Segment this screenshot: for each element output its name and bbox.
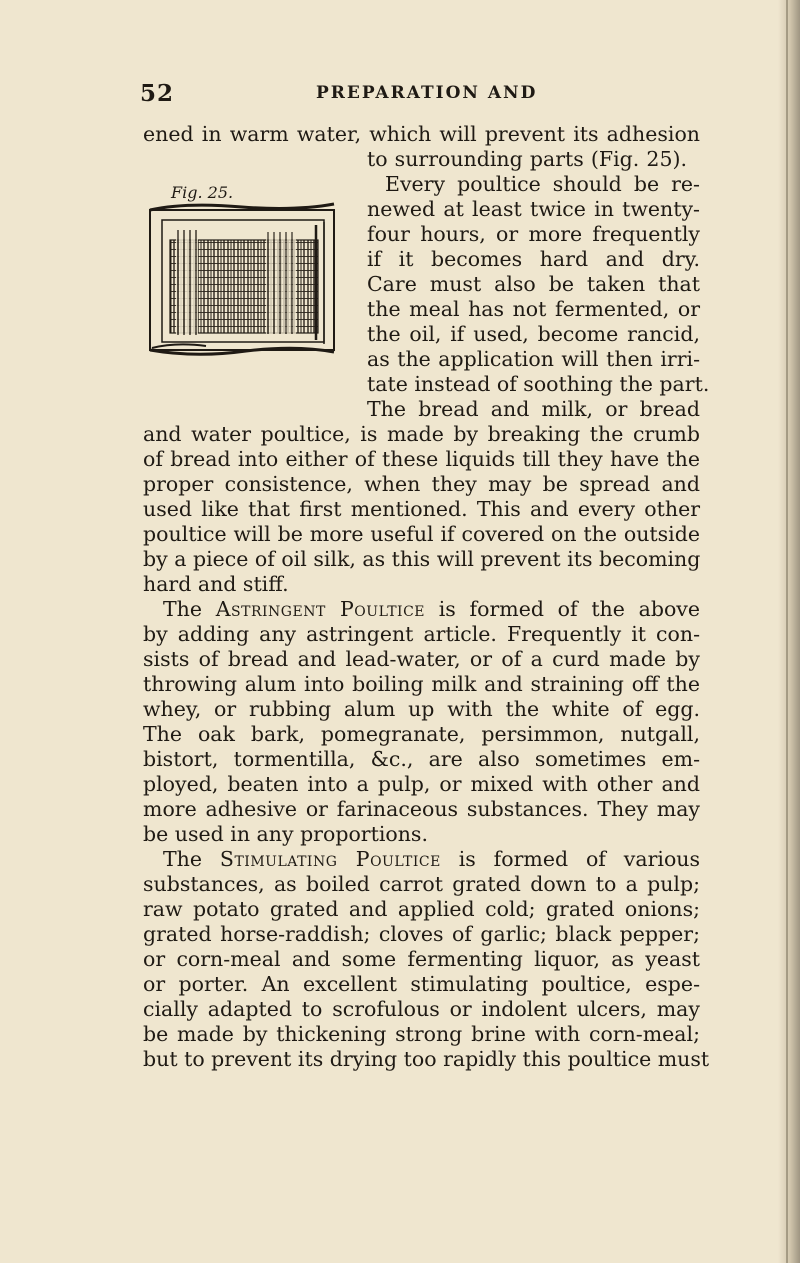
text-line: The bread and milk, or bread (367, 397, 700, 421)
text-line: to surrounding parts (Fig. 25). (367, 147, 687, 171)
text-line: the meal has not fermented, or (367, 297, 700, 321)
text-span: is formed of various (440, 847, 701, 871)
text-line: and water poultice, is made by breaking the crumb (143, 422, 700, 446)
text-line: proper consistence, when they may be spread and (143, 472, 700, 496)
section-term: Stimulating Poultice (219, 847, 441, 871)
text-line: raw potato grated and applied cold; grated onions; (143, 897, 700, 921)
text-line: bistort, tormentilla, &c., are also sometimes em- (143, 747, 700, 771)
text-line: four hours, or more frequently (367, 222, 700, 246)
running-head: PREPARATION AND (316, 83, 538, 103)
text-line: be made by thickening strong brine with corn-meal; (143, 1022, 700, 1046)
page-number: 52 (140, 80, 175, 107)
text-line: ened in warm water, which will prevent its adhesion (143, 122, 700, 146)
text-line: used like that first mentioned. This and every other (143, 497, 700, 521)
text-line: cially adapted to scrofulous or indolent ulcers, may (143, 997, 700, 1021)
figure-label: Fig. 25. (171, 183, 234, 202)
text-line: if it becomes hard and dry. (367, 247, 700, 271)
text-line: but to prevent its drying too rapidly this poultice must (143, 1047, 710, 1071)
text-line: ployed, beaten into a pulp, or mixed with other and (143, 772, 700, 796)
text-span: The (163, 597, 216, 621)
text-line: hard and stiff. (143, 572, 289, 596)
text-line: of bread into either of these liquids till they have the (143, 447, 700, 471)
text-line: or corn-meal and some fermenting liquor, as yeast (143, 947, 700, 971)
figure-25-poultice-illustration (146, 200, 354, 360)
text-line: Every poultice should be re- (385, 172, 700, 196)
text-line: the oil, if used, become rancid, (367, 322, 700, 346)
text-line: more adhesive or farinaceous substances. They may (143, 797, 700, 821)
text-line: as the application will then irri- (367, 347, 700, 371)
text-line: be used in any proportions. (143, 822, 428, 846)
paragraph-opening-line (163, 847, 700, 872)
text-line: by a piece of oil silk, as this will prevent its becoming (143, 547, 701, 571)
text-line: sists of bread and lead-water, or of a curd made by (143, 647, 700, 671)
text-line: tate instead of soothing the part. (367, 372, 710, 396)
page-header (140, 80, 700, 110)
text-line: poultice will be more useful if covered on the outside (143, 522, 700, 546)
page-edge-shadow (778, 0, 800, 1263)
text-line: by adding any astringent article. Frequently it con- (143, 622, 700, 646)
text-line: The oak bark, pomegranate, persimmon, nutgall, (143, 722, 700, 746)
text-line: throwing alum into boiling milk and straining off the (143, 672, 700, 696)
text-span: The (163, 847, 220, 871)
page-edge-line (786, 0, 788, 1263)
section-term: Astringent Poultice (215, 597, 426, 621)
text-span: is formed of the above (425, 597, 701, 621)
text-line: whey, or rubbing alum up with the white of egg. (143, 697, 700, 721)
text-line: substances, as boiled carrot grated down to a pulp; (143, 872, 700, 896)
text-line: newed at least twice in twenty- (367, 197, 700, 221)
paragraph-opening-line (163, 597, 700, 622)
text-line: or porter. An excellent stimulating poultice, espe- (143, 972, 700, 996)
text-line: Care must also be taken that (367, 272, 700, 296)
text-line: grated horse-raddish; cloves of garlic; black pepper; (143, 922, 700, 946)
